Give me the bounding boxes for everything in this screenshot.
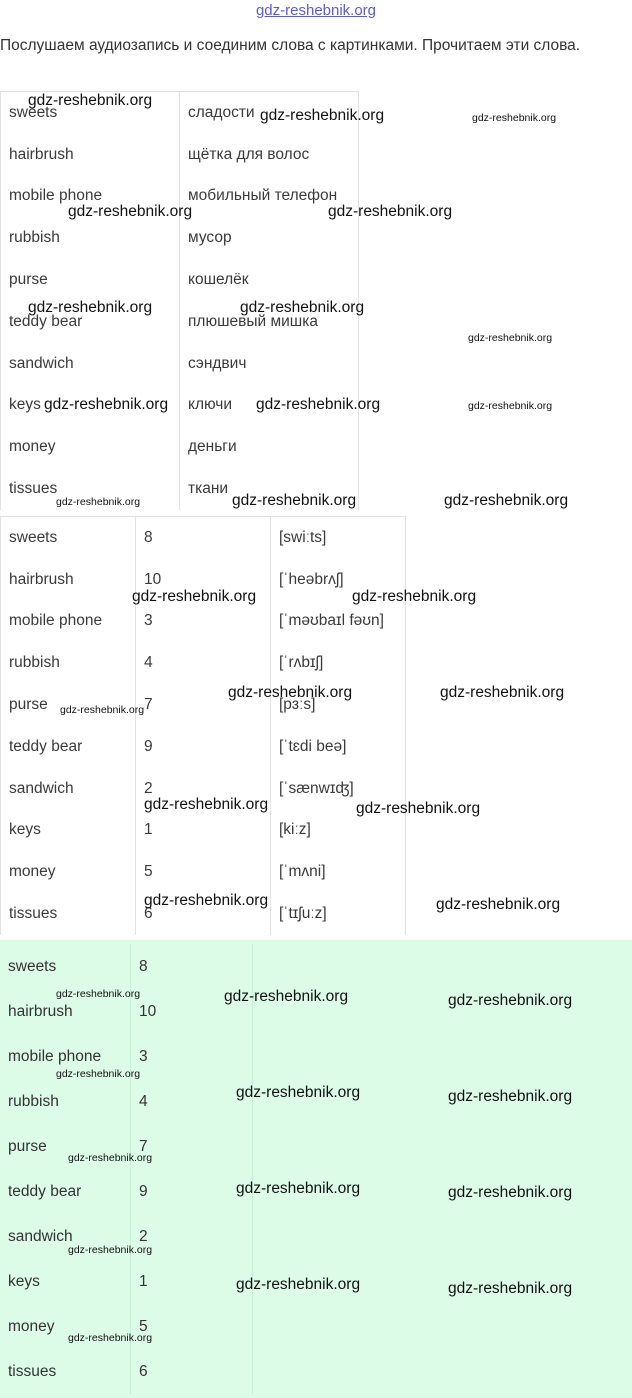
translation-cell: ткани xyxy=(180,468,359,510)
word-cell: sweets xyxy=(0,944,131,989)
number-cell: 1 xyxy=(131,1259,253,1304)
word-cell: sandwich xyxy=(1,768,136,810)
watermark-text: gdz-reshebnik.org xyxy=(236,1084,361,1101)
table-row xyxy=(0,1169,253,1214)
number-cell: 4 xyxy=(136,642,271,684)
watermark-text: gdz-reshebnik.org xyxy=(28,299,153,316)
number-cell: 5 xyxy=(136,851,271,893)
watermark-text: gdz-reshebnik.org xyxy=(448,1088,573,1105)
number-cell: 1 xyxy=(136,810,271,852)
watermark-text: gdz-reshebnik.org xyxy=(236,1276,361,1293)
watermark-text: gdz-reshebnik.org xyxy=(68,1152,153,1164)
translation-cell: деньги xyxy=(180,426,359,468)
translation-cell: сладости xyxy=(180,92,359,134)
watermark-text: gdz-reshebnik.org xyxy=(144,796,269,813)
transcription-cell: [ˈtɛdi beə] xyxy=(271,726,406,768)
word-cell: mobile phone xyxy=(1,176,180,218)
watermark-text: gdz-reshebnik.org xyxy=(228,684,353,701)
number-cell: 8 xyxy=(136,517,271,559)
transcription-cell: [kiːz] xyxy=(271,810,406,852)
table-row xyxy=(1,517,406,559)
word-cell: money xyxy=(1,851,136,893)
transcription-cell: [swiːts] xyxy=(271,517,406,559)
transcription-cell: [pɜːs] xyxy=(271,684,406,726)
word-cell: teddy bear xyxy=(1,301,180,343)
transcription-cell: [ˈtɪʃuːz] xyxy=(271,893,406,935)
number-cell: 6 xyxy=(136,893,271,935)
word-cell: purse xyxy=(0,1124,131,1169)
watermark-text: gdz-reshebnik.org xyxy=(436,896,561,913)
table-row xyxy=(0,944,253,989)
number-cell: 10 xyxy=(131,989,253,1034)
watermark-text: gdz-reshebnik.org xyxy=(352,588,477,605)
table-row xyxy=(1,259,359,301)
watermark-text: gdz-reshebnik.org xyxy=(132,588,257,605)
transcription-cell: [ˈmʌni] xyxy=(271,851,406,893)
word-cell: tissues xyxy=(0,1349,131,1394)
watermark-text: gdz-reshebnik.org xyxy=(68,1244,153,1256)
transcription-cell: [ˈməʊbaɪl fəʊn] xyxy=(271,601,406,643)
word-cell: teddy bear xyxy=(1,726,136,768)
watermark-text: gdz-reshebnik.org xyxy=(448,1280,573,1297)
number-cell: 8 xyxy=(131,944,253,989)
number-cell: 10 xyxy=(136,559,271,601)
number-cell: 9 xyxy=(136,726,271,768)
watermark-text: gdz-reshebnik.org xyxy=(448,992,573,1009)
translation-cell: мусор xyxy=(180,217,359,259)
word-cell: money xyxy=(0,1304,131,1349)
watermark-text: gdz-reshebnik.org xyxy=(56,988,141,1000)
word-cell: rubbish xyxy=(1,217,180,259)
word-cell: tissues xyxy=(1,468,180,510)
table-row xyxy=(1,810,406,852)
answer-table xyxy=(0,944,253,1394)
number-cell: 3 xyxy=(136,601,271,643)
vocabulary-number-transcription-table xyxy=(0,516,406,935)
table-row xyxy=(1,851,406,893)
watermark-text: gdz-reshebnik.org xyxy=(260,107,385,124)
table-row xyxy=(1,726,406,768)
task-instruction: Послушаем аудиозапись и соединим слова с картинками. Прочитаем эти слова. xyxy=(0,37,581,54)
word-cell: keys xyxy=(0,1259,131,1304)
translation-cell: щётка для волос xyxy=(180,134,359,176)
translation-cell: сэндвич xyxy=(180,343,359,385)
word-cell: rubbish xyxy=(1,642,136,684)
watermark-text: gdz-reshebnik.org xyxy=(56,496,141,508)
word-cell: money xyxy=(1,426,180,468)
word-cell: rubbish xyxy=(0,1079,131,1124)
word-cell: purse xyxy=(1,684,136,726)
word-cell: purse xyxy=(1,259,180,301)
table-row xyxy=(0,1079,253,1124)
word-cell: tissues xyxy=(1,893,136,935)
watermark-text: gdz-reshebnik.org xyxy=(144,892,269,909)
watermark-text: gdz-reshebnik.org xyxy=(472,112,557,124)
number-cell: 5 xyxy=(131,1304,253,1349)
watermark-text: gdz-reshebnik.org xyxy=(60,704,145,716)
translation-cell: ключи xyxy=(180,385,359,427)
translation-cell: плюшевый мишка xyxy=(180,301,359,343)
word-cell: teddy bear xyxy=(0,1169,131,1214)
word-cell: keys xyxy=(1,385,180,427)
table-row xyxy=(0,1259,253,1304)
table-row xyxy=(1,601,406,643)
transcription-cell: [ˈheəbrʌʃ] xyxy=(271,559,406,601)
watermark-text: gdz-reshebnik.org xyxy=(56,1068,141,1080)
watermark-text: gdz-reshebnik.org xyxy=(44,396,169,413)
translation-cell: кошелёк xyxy=(180,259,359,301)
watermark-text: gdz-reshebnik.org xyxy=(328,203,453,220)
number-cell: 7 xyxy=(131,1124,253,1169)
word-cell: sandwich xyxy=(1,343,180,385)
watermark-text: gdz-reshebnik.org xyxy=(236,1180,361,1197)
site-header-link[interactable]: gdz-reshebnik.org xyxy=(255,2,377,19)
watermark-text: gdz-reshebnik.org xyxy=(468,332,553,344)
watermark-text: gdz-reshebnik.org xyxy=(68,203,193,220)
table-row xyxy=(1,426,359,468)
translation-cell: мобильный телефон xyxy=(180,176,359,218)
transcription-cell: [ˈsænwɪʤ] xyxy=(271,768,406,810)
table-row xyxy=(1,642,406,684)
table-row xyxy=(1,343,359,385)
number-cell: 9 xyxy=(131,1169,253,1214)
table-row xyxy=(0,1349,253,1394)
word-cell: sandwich xyxy=(0,1214,131,1259)
watermark-text: gdz-reshebnik.org xyxy=(468,400,553,412)
watermark-text: gdz-reshebnik.org xyxy=(28,92,153,109)
word-cell: hairbrush xyxy=(0,989,131,1034)
watermark-text: gdz-reshebnik.org xyxy=(440,684,565,701)
transcription-cell: [ˈrʌbɪʃ] xyxy=(271,642,406,684)
word-cell: hairbrush xyxy=(1,134,180,176)
number-cell: 3 xyxy=(131,1034,253,1079)
word-cell: keys xyxy=(1,810,136,852)
number-cell: 2 xyxy=(136,768,271,810)
number-cell: 7 xyxy=(136,684,271,726)
watermark-text: gdz-reshebnik.org xyxy=(448,1184,573,1201)
word-cell: mobile phone xyxy=(1,601,136,643)
watermark-text: gdz-reshebnik.org xyxy=(240,299,365,316)
number-cell: 4 xyxy=(131,1079,253,1124)
word-cell: hairbrush xyxy=(1,559,136,601)
word-cell: mobile phone xyxy=(0,1034,131,1079)
watermark-text: gdz-reshebnik.org xyxy=(444,492,569,509)
watermark-text: gdz-reshebnik.org xyxy=(232,492,357,509)
table-row xyxy=(1,217,359,259)
watermark-text: gdz-reshebnik.org xyxy=(68,1332,153,1344)
word-cell: sweets xyxy=(1,517,136,559)
watermark-text: gdz-reshebnik.org xyxy=(224,988,349,1005)
watermark-text: gdz-reshebnik.org xyxy=(256,396,381,413)
table-row xyxy=(1,134,359,176)
number-cell: 6 xyxy=(131,1349,253,1394)
watermark-text: gdz-reshebnik.org xyxy=(356,800,481,817)
word-cell: sweets xyxy=(1,92,180,134)
number-cell: 2 xyxy=(131,1214,253,1259)
